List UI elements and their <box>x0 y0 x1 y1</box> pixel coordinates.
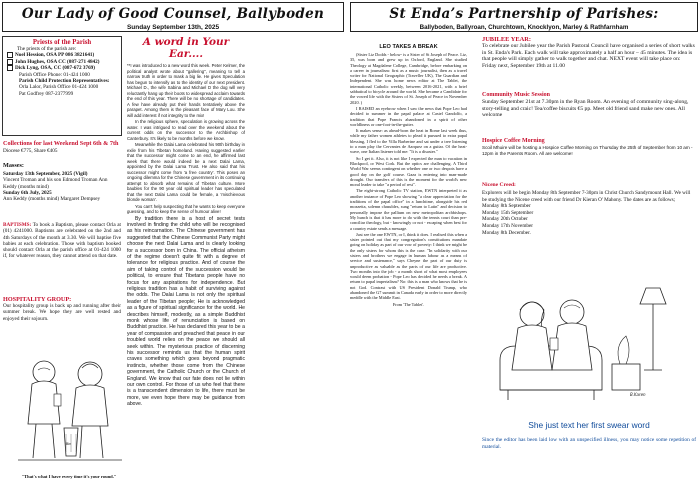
collections-line: Diocese €775, Share €405 <box>3 148 58 154</box>
pub-cartoon <box>14 342 126 477</box>
masses-sunday-text: Ann Keddy (months mind) Margaret Dempsey <box>3 196 101 203</box>
music-heading: Community Music Session <box>482 92 551 98</box>
right-header-parishes: Ballyboden, Ballyroan, Churchtown, Knocklyon, Marley & Rathfarnham <box>419 24 629 31</box>
left-header <box>2 2 344 32</box>
checkbox <box>7 65 13 71</box>
priest-line: Noel Hession, OSA PP 086 3821641) <box>7 52 117 58</box>
music-session <box>482 92 696 119</box>
coffee-heading: Hospice Coffee Morning <box>482 138 545 144</box>
left-header-title: Our Lady of Good Counsel, Ballyboden <box>21 6 325 22</box>
left-header-date: Sunday September 13th, 2025 <box>126 24 220 31</box>
leo-paragraph: It makes sense: as ahead-born the heat in Rome last week thus, while my father women athletes to plead it pursued to extra papal blessing, I fled to the Villa Barberine and sat under a tree listening to a man play the Cervantes de Aarquez on a guitar. Of the heat-wave, one Italian listener told me: "It is a disaster." <box>350 128 467 155</box>
baptisms-text: To book a Baptism, please contact Orla at (01) 4241000. Baptisms are celebrated on the 2nd and 4th Saturdays of the month at 3.30. We will baptise five babies at each celebration. Those with baptism booked should contact Orla at the parish office at 01-424 1000 if, for whatever reason, they cannot attend on that date. <box>3 222 122 260</box>
leo-heading: LEO TAKES A BREAK <box>379 44 438 50</box>
masses-saturday-label: Saturday 13th September, 2025 (Vigil) <box>3 171 88 177</box>
bin-label: Bin <box>66 442 72 446</box>
checkbox <box>7 59 13 65</box>
word-in-ear-heading: A word in Your Ear.... <box>142 36 230 60</box>
leo-paragraph: The eight-strong Catholic TV station, EWTN interpreted it as another instance of Pope Leo showing "a clear appreciation for the traditions of the papal office" in a lunchtime, alongside his red mozzetta, solemn chasubles, sung "return to Latin" and decision to personally impose the pallium on new metropolitan archbishops. My hunch is that it has more to do with the tennis court than pre-conciliar theology, but - knowingly or not - escaping when best for a country estate sends a message. <box>350 188 467 231</box>
swear-word-caption: She just text her first swear word <box>528 420 650 430</box>
child-protection-heading: Parish Child Protection Representatives: <box>19 78 110 85</box>
word-in-ear-paragraph: In the religious sphere, speculation is growing across the water. I was intrigued to read over the weekend about the current odds on the successor to the Archbishop of Canterbury. It's likely to be months before we know. <box>127 119 245 141</box>
priests-box <box>2 36 122 136</box>
child-protection-line: Orla Lalor, Parish Office 01-424 1000 <box>19 84 99 91</box>
leo-paragraph: (Sister Liz Dodds - below- is a Sister of St Joseph of Peace. Liz, 35, was born and grew up in Oxford, England. She studied Theology at Magdalene College, Cambridge, before embarking on a career in journalism: first as a music journalist, then as a travel writer for National Geographic (Traveller UK), The Guardian and Independent. She was home news editor at The Tablet, the international Catholic weekly, between 2016-2021, with a brief sabbatical to bicycle around the world. She became a Candidate for the vowed life with the Sisters of St. Joseph of Peace in November 2020. ) <box>350 52 467 105</box>
swear-word-cartoon <box>480 268 696 418</box>
jubilee-text: To celebrate our Jubilee year the Parish Pastoral Council have organised a series of short walks in St. Enda's Park. Each walk will take approximately a half an hour – 45 minutes. The idea is that people will simply gather to walk together and chat. NEXT event will take place on: Friday next, September 19th at 11.00 <box>482 43 695 69</box>
editor-note: Since the editor has been laid low with an unspecified illness, you may notice some repetition of material. <box>482 437 696 450</box>
coffee-text: Scoil Mhuire will be hosting a Hospice Coffee Morning on Thursday the 25th of September from 10 am - 12pm in the Parents Room. All are welcome! <box>482 145 693 157</box>
hospitality-text: Our hospitality group is back up and running after their summer break. We hope they are well rested and enjoyed their sojourn. <box>3 303 121 322</box>
jubilee-heading: JUBILEE YEAR: <box>482 36 531 43</box>
masses <box>3 162 121 202</box>
word-in-ear-paragraph: Meanwhile the Dalai Lama celebrated his 90th birthday in exile from his Tibetan homeland. Having suggested earlier that the successor might come to an end, he affirmed last week that there would indeed be a next Dalai Lama, appointed by the Dalai Lama Trust. He also said that his successor might come from 'a free country'. This poses an ongoing dilemma for the Chinese government in its continuing attempt to absorb what remains of Tibetan culture. More baubles for the 90 year old spiritual leader has speculated that the next Dalai Lama could be female, a 'mischievous blonde woman'. <box>127 142 245 202</box>
swear-word-cartoon-drawing <box>480 268 696 416</box>
word-in-ear-paragraph: You can't help suspecting that he wants to keep everyone guessing, and to keep the sense of humour alive! <box>127 203 245 214</box>
word-in-ear-paragraph: **I was introduced to a new word this week. Peter Kelmer, the political analyst wrote about "gallering", meaning to tell a narrow truth in order to mask a big lie. He gives Speculation has begun to intensify as to the identity of our next president. Michael D., the wife Sabina and Michael D the dog will very reluctantly hang up their boots to widespread acclaim towards the end of this year. There will be no shortage of candidates. A few have already put their hands tentatively above the parapet. Among them is the pleasant face of Mary Lou. She will add interest if not integrity to the mix! <box>127 63 245 118</box>
hospitality <box>3 296 121 322</box>
parish-office-phone: Parish Office Phone: 01-424 1000 <box>19 71 90 78</box>
leo-paragraph: So I get it. Also, it is not like I expected the man to vacation in Blackpool, or West Cork. But the optics are challenging. A Third World War seems contingent on whether one or two despots have a good day on the golf course. Gaza is entering into man-made drought. Our transfers of this is the moment for the world's new moral leader to take "a period of rest". <box>350 155 467 188</box>
baptisms-label: BAPTISMS: <box>3 222 32 228</box>
hospitality-heading: HOSPITALITY GROUP: <box>3 296 72 303</box>
priest-line: John Hughes, OSA CC (087-271 4842) <box>7 59 117 65</box>
coffee-morning <box>482 138 696 157</box>
priests-intro: The priests of the parish are: <box>17 46 77 52</box>
leo-article <box>350 44 467 494</box>
nicene-date: Monday 17th November <box>482 222 534 229</box>
checkbox <box>7 52 13 58</box>
leo-paragraph: Just see the one EWTN, or I, think it does. I realised this when a sister pointed out that my congregation's constitutions mandate going on holiday as part of our vow of poverty: I think we might be the only sisters for whom this is the case. "In solidarity with our sisters and brothers we engage in human labour as a means of service and sustenance," says Cheyne the part of our duty is unproductive as valuable as the parts of our life are productive. Two months into the job - a month short of what most employees would deem probation - Pope Leo has decided he needs a break. A return to papal imperialism? No: this is a man who knows that he is not God. Contrast with US President Donald Trump, who abandoned the G7 summit in Canada early in order to more directly meddle with the Middle East. <box>350 231 467 301</box>
baptisms <box>3 222 121 260</box>
masses-sunday-label: Sunday 6th July, 2025 <box>3 189 52 196</box>
child-protection-line: Pat Godfrey 087-2377999 <box>19 90 74 97</box>
pub-cartoon-drawing <box>14 342 126 467</box>
nicene-date: Monday 8th December. <box>482 229 531 236</box>
right-header-title: St Enda’s Partnership of Parishes: <box>389 6 659 22</box>
music-text: Sunday September 21st at 7.30pm in the Ryan Room. An evening of community sing-along, story-telling and craic! Tea/coffee biscuits €5 pp. Meet old friend sand make new ones. All welcome <box>482 99 689 119</box>
jubilee <box>482 36 696 69</box>
nicene-date: Monday 20th October <box>482 216 528 223</box>
pub-cartoon-caption: "That's what I have every time it's your round." <box>21 474 117 479</box>
word-in-ear-paragraph: By tradition there is a host of secret tests involved in finding the child who will be recognised as his reincarnation. The Chinese government has suggested that the Chinese Communist Party might choose the next Dalai Lama and is clearly looking for a successor born in China. The official atheism of the regime doesn't quite fit with a degree of tolerance for religious practice. And of course the aim of taking control of the succession would be political, to ensure that Tibetans people have no focus for any aspirations for independence. But religious tradition has a habit of surviving against the odds. The Dalai Lama is not only the spiritual leader of the Tibetan people; He is acknowledged as a figure of spiritual significance for the world. He describes himself, modestly, as a simple Buddhist monk whose life of renunciation is based on Buddhist practice. He has declared this year to be a year of compassion and preached that peace in our troubled world relies on the peace we should all seek within. The mysterious practice of discerning his successor reminds us that the human spirit craves something which goes beyond pragmatic instincts, whether those come from the Chinese government, the Catholic Church or the Church of England. We know that our fate does not lie within our own control. For those of us who feel that there is a transcendent dimension to life, there must be more, we even hope there may be guidance from above. <box>127 215 245 408</box>
masses-saturday-text: Vincent Troman and his son Edmond Troman Ann Keddy (months mind) <box>3 177 108 190</box>
nicene-date: Monday 8th September <box>482 203 531 210</box>
leo-paragraph: I RAISED an eyebrow when I saw the news that Pope Leo had decided to summer in the papal palace at Castel Gandolfo, a tradition that Pope Francis abandoned in a spirit of other worldliness or one-foot-in-the-gutter. <box>350 105 467 127</box>
nicene-text: Explorers will be begin Monday 8th September 7-30pm in Christ Church Sandymount Hall. We will be studying the Nicene creed with our friend Dr Kieran O' Mahony. The dates are as follows; <box>482 190 691 203</box>
nicene-date: Monday 15th September <box>482 209 534 216</box>
cartoon-signature: B.Karen <box>630 392 646 397</box>
nicene-heading: Nicene Creed: <box>482 182 516 188</box>
collections <box>3 140 121 154</box>
priest-line: Dick Lyng, OSA, CC (087-672 3769) <box>7 65 117 71</box>
word-in-ear <box>127 36 245 494</box>
masses-heading: Masses: <box>3 162 24 169</box>
leo-source: From 'The Tablet'. <box>392 301 425 307</box>
collections-heading: Collections for last Weekend Sept 6th & 7th <box>3 140 119 147</box>
nicene-creed <box>482 182 696 236</box>
right-header <box>350 2 698 32</box>
priests-heading: Priests of the Parish <box>32 39 92 46</box>
